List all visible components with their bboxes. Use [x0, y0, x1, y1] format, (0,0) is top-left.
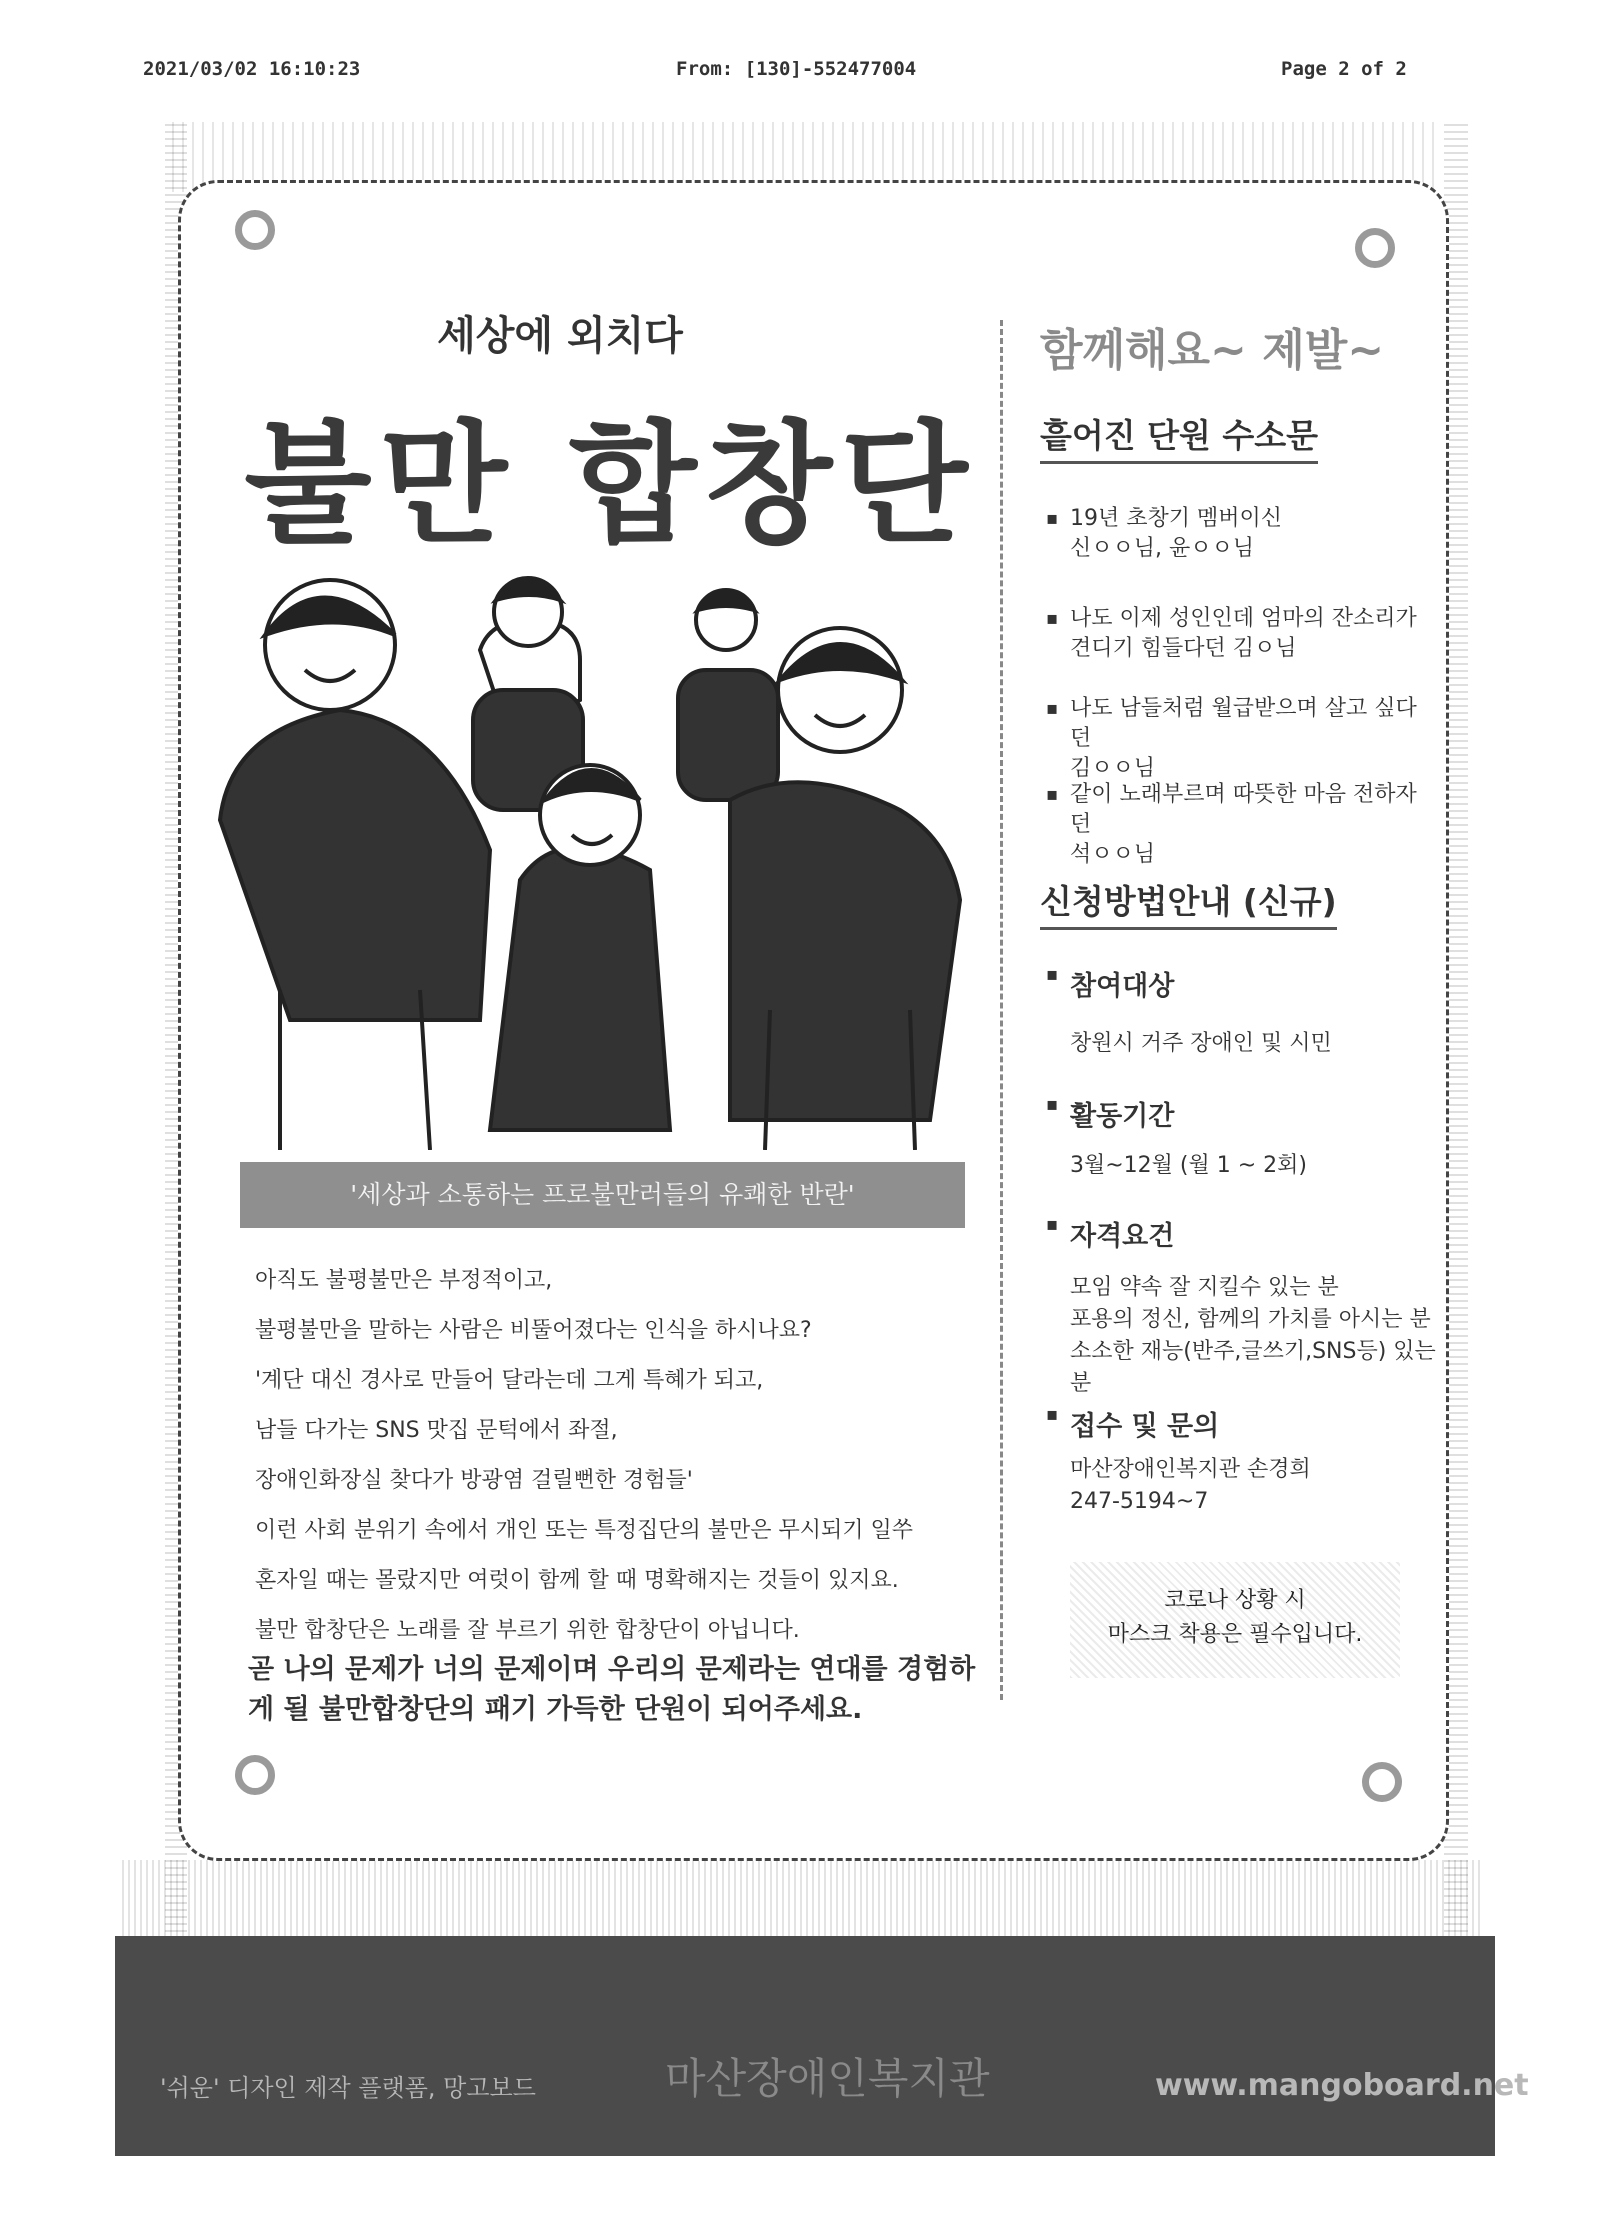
- fax-page-number: Page 2 of 2: [1281, 58, 1407, 80]
- contact-info: [1070, 1454, 1450, 1518]
- body-line: '계단 대신 경사로 만들어 달라는데 그게 특혜가 되고,: [255, 1368, 764, 1393]
- body-line: 이런 사회 분위기 속에서 개인 또는 특정집단의 불만은 무시되기 일쑤: [255, 1518, 913, 1543]
- member-line: 나도 이제 성인인데 엄마의 잔소리가: [1070, 606, 1417, 631]
- choir-member-back-right: [678, 590, 778, 800]
- member-line: 같이 노래부르며 따뜻한 마음 전하자던: [1070, 782, 1417, 837]
- qualification-label: ▪ 자격요건: [1046, 1214, 1175, 1252]
- bullet-icon: ▪: [1046, 608, 1059, 629]
- qualification-list: [1070, 1272, 1450, 1400]
- footer-url: www.mangoboard.net: [1155, 2068, 1529, 2103]
- scan-texture-bottom: [122, 1860, 1482, 1936]
- bullet-icon: ▪: [1046, 1214, 1059, 1235]
- fax-sender: From: [130]-552477004: [676, 58, 917, 80]
- body-line: 불평불만을 말하는 사람은 비뚤어졌다는 인식을 하시나요?: [255, 1318, 812, 1343]
- contact-label: ▪ 접수 및 문의: [1046, 1404, 1220, 1442]
- column-divider: [1000, 320, 1003, 1700]
- members-title: 흩어진 단원 수소문: [1040, 410, 1318, 464]
- bullet-icon: ▪: [1046, 698, 1059, 719]
- member-item: [1046, 694, 1430, 784]
- member-item: [1046, 780, 1430, 870]
- fax-header: [0, 58, 1609, 88]
- member-line: 19년 초창기 멤버이신: [1070, 506, 1282, 531]
- notice-line: 마스크 착용은 필수입니다.: [1107, 1622, 1363, 1647]
- grommet-icon: [235, 1755, 275, 1795]
- poster-title: 불만 합창단: [244, 408, 976, 562]
- member-line: 견디기 힘들다던 김ㅇ님: [1070, 636, 1297, 661]
- choir-member-center: [490, 765, 670, 1130]
- member-item: [1046, 604, 1430, 664]
- footer-platform-text: '쉬운' 디자인 제작 플랫폼, 망고보드: [160, 2074, 536, 2102]
- choir-member-left: [220, 580, 490, 1150]
- choir-illustration: [210, 560, 970, 1150]
- period-label: ▪ 활동기간: [1046, 1094, 1175, 1132]
- grommet-icon: [235, 210, 275, 250]
- member-line: 신ㅇㅇ님, 윤ㅇㅇ님: [1070, 536, 1255, 561]
- fax-timestamp: 2021/03/02 16:10:23: [143, 58, 361, 80]
- member-line: 나도 남들처럼 월급받으며 살고 싶다던: [1070, 696, 1417, 751]
- member-item: [1046, 504, 1430, 564]
- bullet-icon: ▪: [1046, 1094, 1059, 1115]
- footer-organization: 마산장애인복지관: [665, 2054, 990, 2103]
- body-line: 혼자일 때는 몰랐지만 여럿이 함께 할 때 명확해지는 것들이 있지요.: [255, 1568, 899, 1593]
- target-value: 창원시 거주 장애인 및 시민: [1070, 1031, 1332, 1056]
- closing-statement: 곧 나의 문제가 너의 문제이며 우리의 문제라는 연대를 경험하게 될 불만합창단의 패기 가득한 단원이 되어주세요.: [248, 1654, 976, 1725]
- bullet-icon: ▪: [1046, 784, 1059, 805]
- grommet-icon: [1362, 1762, 1402, 1802]
- bullet-icon: ▪: [1046, 964, 1059, 985]
- mask-notice: [1070, 1562, 1400, 1678]
- qualification-item: 소소한 재능(반주,글쓰기,SNS등) 있는 분: [1070, 1339, 1436, 1396]
- body-line: 장애인화장실 찾다가 방광염 걸릴뻔한 경험들': [255, 1468, 693, 1493]
- body-text: [255, 1266, 975, 1666]
- period-value: 3월~12월 (월 1 ~ 2회): [1070, 1153, 1307, 1178]
- sidebar-heading: 함께해요~ 제발~: [1040, 325, 1385, 376]
- member-line: 석ㅇㅇ님: [1070, 842, 1156, 867]
- poster-tagline: 세상에 외치다: [437, 313, 683, 359]
- notice-line: 코로나 상황 시: [1164, 1588, 1306, 1613]
- contact-phone: 247-5194~7: [1070, 1489, 1209, 1514]
- body-line: 불만 합창단은 노래를 잘 부르기 위한 합창단이 아닙니다.: [255, 1618, 800, 1643]
- target-label: ▪ 참여대상: [1046, 964, 1175, 1002]
- apply-title: 신청방법안내 (신규): [1040, 876, 1337, 930]
- footer-bar: [115, 1936, 1529, 2156]
- qualification-item: 모임 약속 잘 지킬수 있는 분: [1070, 1275, 1339, 1300]
- qualification-item: 포용의 정신, 함께의 가치를 아시는 분: [1070, 1307, 1431, 1332]
- contact-org: 마산장애인복지관 손경희: [1070, 1457, 1311, 1482]
- member-line: 김ㅇㅇ님: [1070, 756, 1156, 781]
- body-line: 남들 다가는 SNS 맛집 문턱에서 좌절,: [255, 1418, 618, 1443]
- body-line: 아직도 불평불만은 부정적이고,: [255, 1268, 553, 1293]
- bullet-icon: ▪: [1046, 508, 1059, 529]
- bullet-icon: ▪: [1046, 1404, 1059, 1425]
- slogan-banner: '세상과 소통하는 프로불만러들의 유쾌한 반란': [240, 1162, 965, 1228]
- grommet-icon: [1355, 228, 1395, 268]
